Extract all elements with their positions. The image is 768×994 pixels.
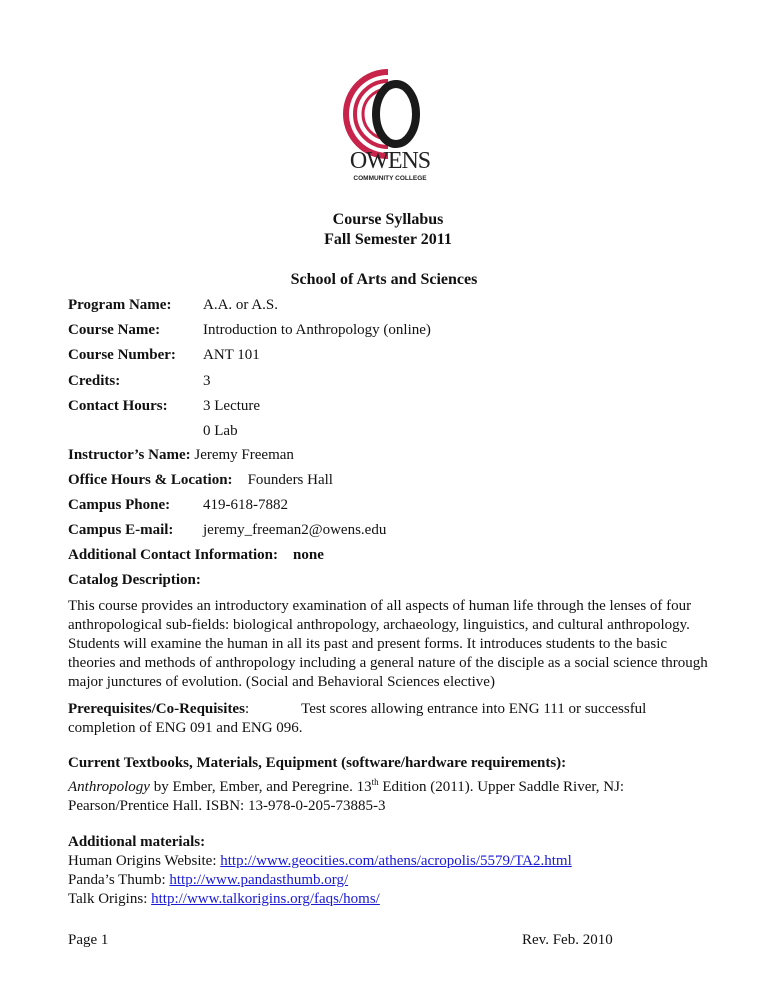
textbooks-label: Current Textbooks, Materials, Equipment (software/hardware requirements): bbox=[68, 755, 567, 771]
field-row bbox=[68, 347, 260, 364]
logo-name: OWENS bbox=[349, 148, 431, 174]
school-name: School of Arts and Sciences bbox=[290, 271, 478, 288]
field-label: Program Name: bbox=[68, 297, 172, 313]
field-row bbox=[68, 322, 431, 339]
email-value: jeremy_freeman2@owens.edu bbox=[203, 522, 387, 538]
human-origins-link[interactable]: http://www.geocities.com/athens/acropolis/5579/TA2.html bbox=[220, 853, 572, 869]
prereq-label: Prerequisites/Co-Requisites bbox=[68, 701, 245, 717]
material-label: Human Origins Website: bbox=[68, 853, 221, 869]
field-value: A.A. or A.S. bbox=[203, 297, 279, 313]
additional-materials-label: Additional materials: bbox=[68, 834, 206, 850]
office-row bbox=[68, 472, 333, 489]
additional-contact-row bbox=[68, 547, 324, 564]
field-row bbox=[68, 373, 211, 390]
semester: Fall Semester 2011 bbox=[324, 231, 452, 248]
logo-subtitle: COMMUNITY COLLEGE bbox=[353, 175, 427, 182]
instructor-name: Jeremy Freeman bbox=[194, 447, 294, 463]
textbooks-section bbox=[68, 754, 708, 816]
material-label: Panda’s Thumb: bbox=[68, 872, 170, 888]
office-location: Founders Hall bbox=[247, 472, 333, 488]
field-value: 3 Lecture bbox=[203, 398, 261, 414]
field-value: 0 Lab bbox=[203, 423, 238, 439]
phone-row bbox=[68, 497, 288, 514]
additional-contact-value: none bbox=[293, 547, 324, 563]
field-label: Course Number: bbox=[68, 347, 176, 363]
field-label: Campus Phone: bbox=[68, 497, 171, 513]
material-label: Talk Origins: bbox=[68, 891, 152, 907]
field-row bbox=[68, 398, 261, 415]
catalog-label: Catalog Description: bbox=[68, 572, 201, 588]
syllabus-title: Course Syllabus bbox=[332, 211, 444, 228]
field-value: Introduction to Anthropology (online) bbox=[203, 322, 431, 338]
book-info-cont: Edition (2011). Upper Saddle River, NJ: Pearson/Prentice Hall. ISBN: 13-978-0-205-73885-3 bbox=[68, 779, 625, 814]
talk-origins-link[interactable]: http://www.talkorigins.org/faqs/homs/ bbox=[151, 891, 380, 907]
revision-date: Rev. Feb. 2010 bbox=[522, 932, 613, 948]
instructor-row bbox=[68, 447, 294, 464]
prerequisites bbox=[68, 700, 708, 738]
prereq-text: Test scores allowing entrance into ENG 111 or successful completion of ENG 091 and ENG 096. bbox=[68, 701, 647, 736]
field-label: Instructor’s Name: bbox=[68, 447, 191, 463]
additional-materials bbox=[68, 833, 708, 909]
prereq-colon: : bbox=[244, 701, 250, 717]
email-row bbox=[68, 522, 387, 539]
field-label: Credits: bbox=[68, 373, 121, 389]
phone-value: 419-618-7882 bbox=[203, 497, 288, 513]
owens-logo bbox=[340, 64, 440, 189]
field-label: Additional Contact Information: bbox=[68, 547, 279, 563]
edition-suffix: th bbox=[371, 777, 379, 787]
page-number: Page 1 bbox=[68, 932, 109, 948]
book-info: by Ember, Ember, and Peregrine. 13 bbox=[149, 779, 372, 795]
pandas-thumb-link[interactable]: http://www.pandasthumb.org/ bbox=[169, 872, 349, 888]
field-label: Office Hours & Location: bbox=[68, 472, 233, 488]
field-value: 3 bbox=[203, 373, 211, 389]
catalog-description: This course provides an introductory examination of all aspects of human life through the lenses of four anthropological sub-fields: biological anthropology, archaeology, linguistics, and cultural anthropology. Students will examine the human in all its past and present forms. It introduces students to the basic theories and methods of anthropology including a general nature of the disciple as a social science through major junctures of evolution. (Social and Behavioral Sciences elective) bbox=[68, 598, 708, 690]
field-label: Contact Hours: bbox=[68, 398, 168, 414]
field-value: ANT 101 bbox=[203, 347, 260, 363]
book-title: Anthropology bbox=[68, 779, 150, 795]
field-label: Course Name: bbox=[68, 322, 161, 338]
field-row bbox=[68, 297, 279, 314]
field-label: Campus E-mail: bbox=[68, 522, 174, 538]
